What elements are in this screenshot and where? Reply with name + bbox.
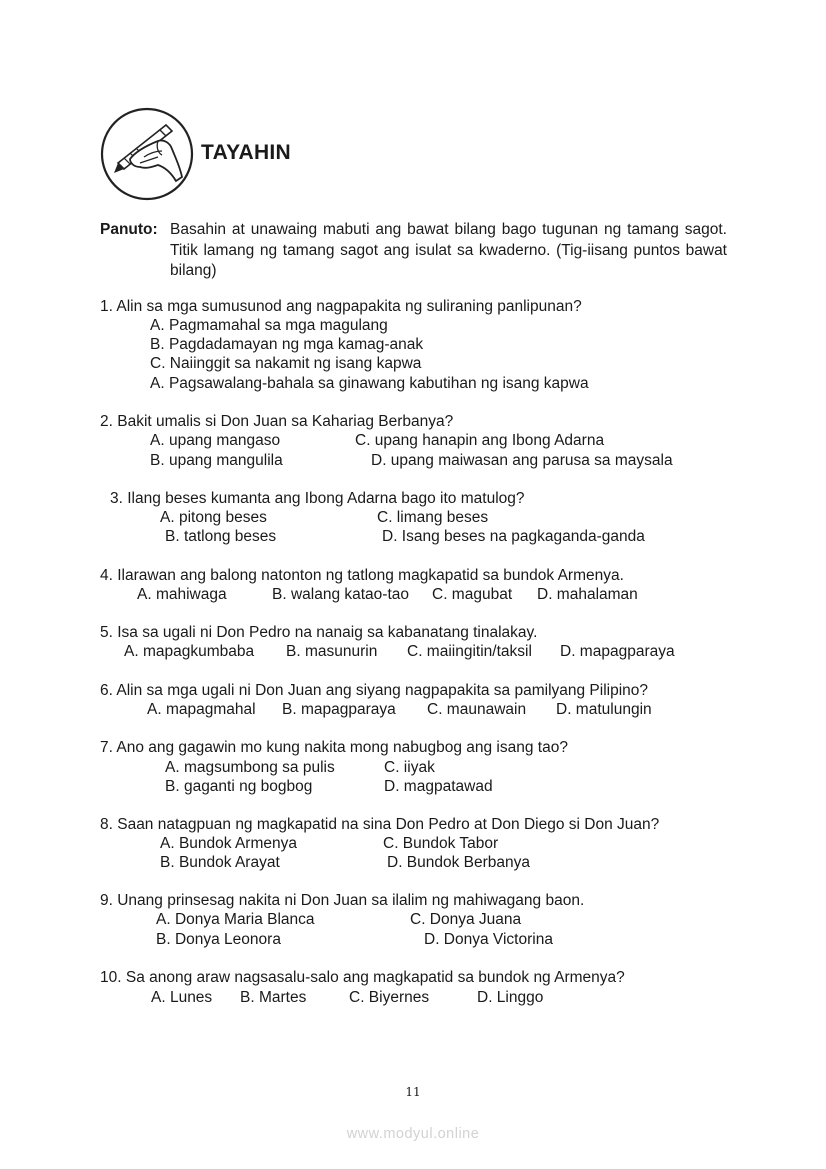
question-5-option: C. maiingitin/taksil <box>407 643 532 660</box>
question-3-option: D. Isang beses na pagkaganda-ganda <box>382 528 645 545</box>
instructions-text: Basahin at unawaing mabuti ang bawat bilang bago tugunan ng tamang sagot. Titik lamang ng tamang sagot ang isulat sa kwaderno. (Tig-iisang puntos bawat bilang) <box>170 221 727 279</box>
question-6-option: B. mapagparaya <box>282 701 396 718</box>
question-2-option: B. upang mangulila <box>150 452 283 469</box>
question-9-option: B. Donya Leonora <box>156 931 281 948</box>
question-1-text: 1. Alin sa mga sumusunod ang nagpapakita ng suliraning panlipunan? <box>100 298 582 315</box>
question-2-text: 2. Bakit umalis si Don Juan sa Kahariag Berbanya? <box>100 413 454 430</box>
question-5-option: D. mapagparaya <box>560 643 675 660</box>
question-9-option: A. Donya Maria Blanca <box>156 911 315 928</box>
question-3-option: B. tatlong beses <box>165 528 277 545</box>
footer-watermark: www.modyul.online <box>346 1126 480 1142</box>
question-9-option: C. Donya Juana <box>410 911 522 928</box>
question-8-option: B. Bundok Arayat <box>160 854 280 871</box>
question-6-option: C. maunawain <box>427 701 527 718</box>
question-1-option: C. Naiinggit sa nakamit ng isang kapwa <box>150 355 422 372</box>
question-10-option: A. Lunes <box>151 989 213 1006</box>
question-3-option: C. limang beses <box>377 509 489 526</box>
question-4-option: A. mahiwaga <box>137 586 227 603</box>
question-4-option: B. walang katao-tao <box>272 586 410 603</box>
question-1-option: A. Pagmamahal sa mga magulang <box>150 317 388 334</box>
question-1-option: A. Pagsawalang-bahala sa ginawang kabutihan ng isang kapwa <box>150 375 589 392</box>
question-4-text: 4. Ilarawan ang balong natonton ng tatlong magkapatid sa bundok Armenya. <box>100 567 624 584</box>
question-3-text: 3. Ilang beses kumanta ang Ibong Adarna bago ito matulog? <box>110 490 525 507</box>
question-10-option: B. Martes <box>240 989 307 1006</box>
question-5-option: B. masunurin <box>286 643 378 660</box>
instructions-label: Panuto: <box>100 221 158 238</box>
question-4-option: C. magubat <box>432 586 513 603</box>
question-6-option: D. matulungin <box>556 701 652 718</box>
question-2-option: A. upang mangaso <box>150 432 281 449</box>
question-8-option: A. Bundok Armenya <box>160 835 297 852</box>
question-8-option: C. Bundok Tabor <box>383 835 499 852</box>
question-2-option: C. upang hanapin ang Ibong Adarna <box>355 432 605 449</box>
question-7-option: A. magsumbong sa pulis <box>165 759 335 776</box>
question-1-option: B. Pagdadamayan ng mga kamag-anak <box>150 336 424 353</box>
question-7-option: D. magpatawad <box>384 778 493 795</box>
question-6-option: A. mapagmahal <box>147 701 256 718</box>
question-5-option: A. mapagkumbaba <box>124 643 255 660</box>
section-title: TAYAHIN <box>201 141 292 164</box>
question-4-option: D. mahalaman <box>537 586 638 603</box>
question-2-option: D. upang maiwasan ang parusa sa maysala <box>371 452 673 469</box>
question-5-text: 5. Isa sa ugali ni Don Pedro na nanaig sa kabanatang tinalakay. <box>100 624 538 641</box>
question-6-text: 6. Alin sa mga ugali ni Don Juan ang siyang nagpapakita sa pamilyang Pilipino? <box>100 682 649 699</box>
page-number: 11 <box>405 1085 421 1099</box>
question-10-text: 10. Sa anong araw nagsasalu-salo ang magkapatid sa bundok ng Armenya? <box>100 969 625 986</box>
question-7-text: 7. Ano ang gagawin mo kung nakita mong nabugbog ang isang tao? <box>100 739 568 756</box>
question-7-option: B. gaganti ng bogbog <box>165 778 313 795</box>
question-9-text: 9. Unang prinsesag nakita ni Don Juan sa ilalim ng mahiwagang baon. <box>100 892 585 909</box>
question-10-option: D. Linggo <box>477 989 544 1006</box>
question-8-text: 8. Saan natagpuan ng magkapatid na sina Don Pedro at Don Diego si Don Juan? <box>100 816 660 833</box>
question-3-option: A. pitong beses <box>160 509 267 526</box>
question-9-option: D. Donya Victorina <box>424 931 553 948</box>
question-10-option: C. Biyernes <box>349 989 430 1006</box>
question-7-option: C. iiyak <box>384 759 435 776</box>
question-8-option: D. Bundok Berbanya <box>387 854 531 871</box>
hand-writing-icon <box>100 107 194 201</box>
